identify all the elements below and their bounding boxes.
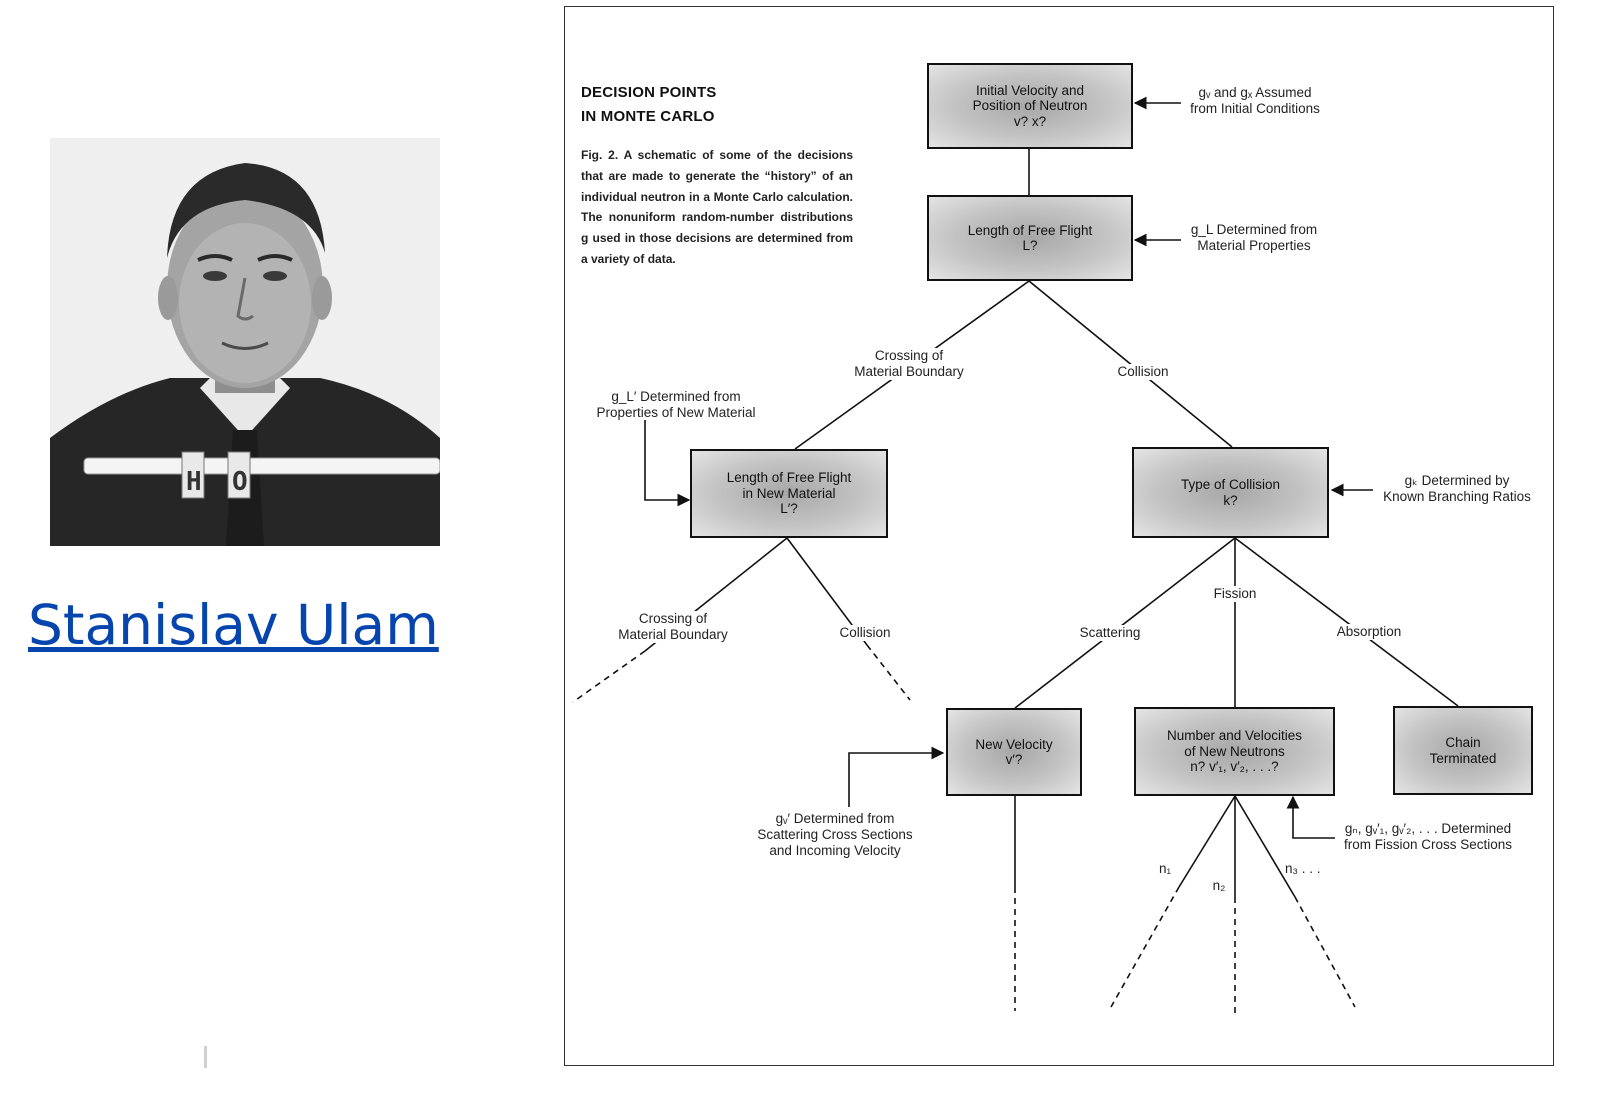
node-free-flight: Length of Free Flight L?: [927, 195, 1133, 281]
badge-letter-o: O: [232, 467, 248, 497]
node-chain-terminated: Chain Terminated: [1393, 706, 1533, 795]
diagram-title-line2: IN MONTE CARLO: [581, 108, 715, 125]
label-absorption: Absorption: [1327, 624, 1411, 640]
node-new-velocity: New Velocity v′?: [946, 708, 1082, 796]
annotation-gk: gₖ Determined by Known Branching Ratios: [1383, 473, 1531, 504]
diagram-caption: Fig. 2. A schematic of some of the decisions that are made to generate the “history” of an individual neutron in a Monte Carlo calculation. The nonuniform random-number distributions g used in those decisions are determined from a variety of data.: [581, 148, 853, 266]
profile-name-link[interactable]: Stanislav Ulam: [28, 593, 439, 657]
label-scattering: Scattering: [1070, 625, 1150, 641]
label-n2: n₂: [1212, 878, 1226, 893]
stray-mark: [204, 1046, 207, 1068]
annotation-gL: g_L Determined from Material Properties: [1190, 222, 1318, 253]
diagram-title-line1: DECISION POINTS: [581, 84, 717, 101]
monte-carlo-diagram: [564, 6, 1554, 1066]
node-collision-type: Type of Collision k?: [1132, 447, 1329, 538]
annotation-gv-gx: gᵥ and gₓ Assumed from Initial Conditions: [1190, 85, 1320, 116]
label-crossing-boundary-2: Crossing of Material Boundary: [603, 611, 743, 643]
label-fission: Fission: [1205, 586, 1265, 602]
label-n1: n₁: [1158, 861, 1172, 876]
annotation-gv-prime: gᵥ′ Determined from Scattering Cross Sections and Incoming Velocity: [757, 811, 913, 858]
label-collision-2: Collision: [830, 625, 900, 641]
badge-letter-h: H: [186, 467, 202, 497]
diagram-title: [581, 81, 821, 129]
portrait-photo: [50, 138, 440, 546]
label-crossing-boundary: Crossing of Material Boundary: [839, 348, 979, 380]
node-initial-velocity: Initial Velocity and Position of Neutron v? x?: [927, 63, 1133, 149]
label-collision: Collision: [1108, 364, 1178, 380]
node-free-flight-new-material: Length of Free Flight in New Material L′?: [690, 449, 888, 538]
label-n3: n₃ . . .: [1285, 861, 1321, 876]
annotation-gn: gₙ, gᵥ′₁, gᵥ′₂, . . . Determined from Fission Cross Sections: [1343, 821, 1513, 852]
node-new-neutrons: Number and Velocities of New Neutrons n? v′₁, v′₂, . . .?: [1134, 707, 1335, 796]
annotation-gL-prime: g_L′ Determined from Properties of New Material: [596, 389, 756, 420]
